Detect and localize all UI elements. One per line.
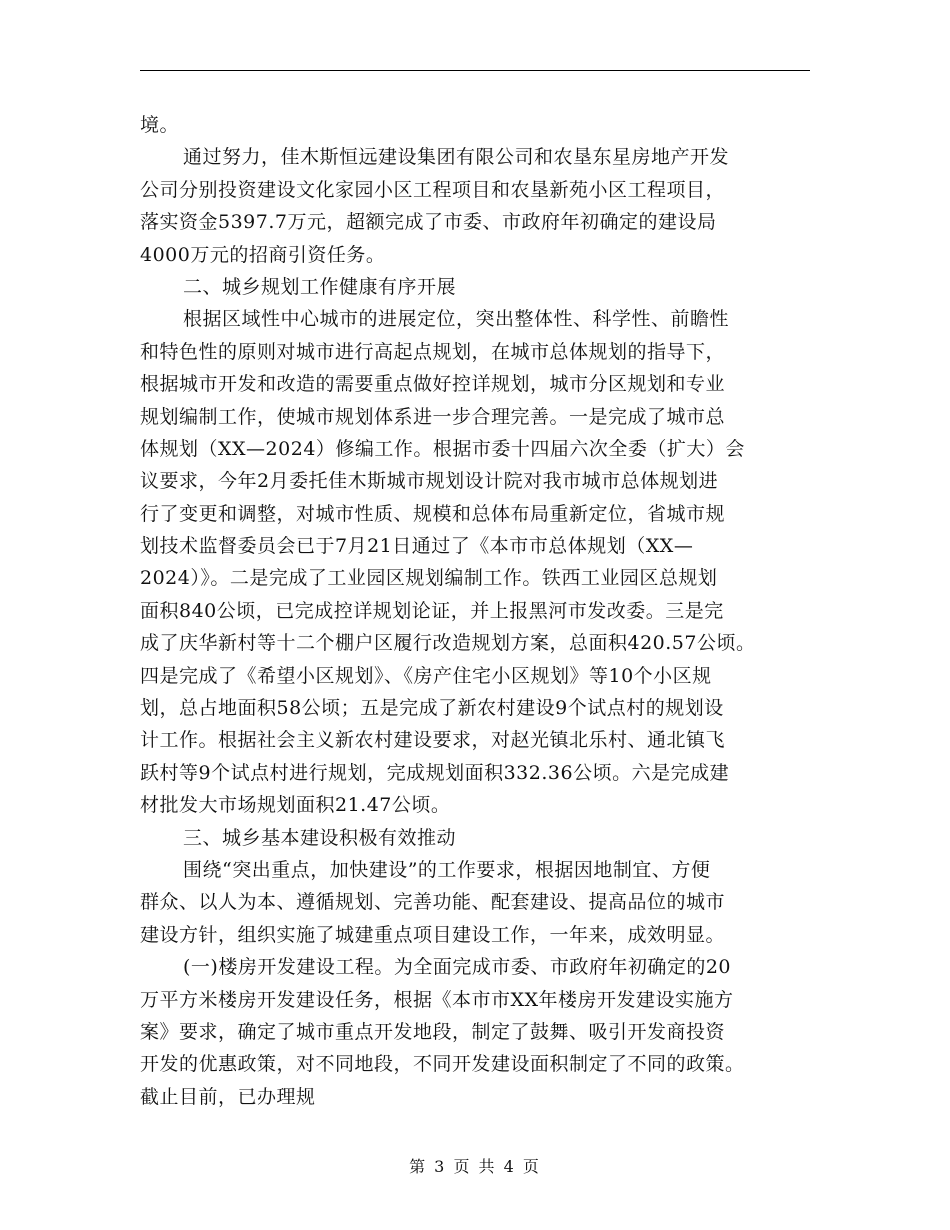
text-line: 群众、以人为本、遵循规划、完善功能、配套建设、提高品位的城市 (140, 891, 726, 914)
page-footer: 第 3 页 共 4 页 (409, 1157, 541, 1176)
text-line: 二、城乡规划工作健康有序开展 (183, 275, 457, 298)
text-line: 2024）》。二是完成了工业园区规划编制工作。铁西工业园区总规划 (140, 567, 718, 590)
text-line: 根据区域性中心城市的进展定位，突出整体性、科学性、前瞻性 (183, 308, 730, 331)
text-line: 截止目前，已办理规 (140, 1085, 316, 1108)
text-line: 围绕“突出重点，加快建设”的工作要求，根据因地制宜、方便 (183, 858, 711, 881)
text-line: 成了庆华新村等十二个棚户区履行改造规划方案，总面积420.57公顷。 (140, 632, 756, 655)
text-line: 计工作。根据社会主义新农村建设要求，对赵光镇北乐村、通北镇飞 (140, 729, 726, 752)
text-line: 和特色性的原则对城市进行高起点规划，在城市总体规划的指导下， (140, 340, 726, 363)
text-line: 跃村等9个试点村进行规划，完成规划面积332.36公顷。六是完成建 (140, 761, 730, 784)
text-line: 三、城乡基本建设积极有效推动 (183, 826, 457, 849)
text-line: 建设方针，组织实施了城建重点项目建设工作，一年来，成效明显。 (140, 923, 726, 946)
header-rule (140, 70, 810, 71)
body-text (140, 109, 812, 1113)
text-line: 规划编制工作，使城市规划体系进一步合理完善。一是完成了城市总 (140, 405, 726, 428)
text-line: 体规划（XX—2024）修编工作。根据市委十四届六次全委（扩大）会 (140, 437, 745, 460)
text-line: 划，总占地面积58公顷；五是完成了新农村建设9个试点村的规划设 (140, 697, 724, 720)
text-line: 4000万元的招商引资任务。 (140, 243, 386, 266)
text-line: 议要求，今年2月委托佳木斯城市规划设计院对我市城市总体规划进 (140, 470, 719, 493)
text-line: 四是完成了《希望小区规划》、《房产住宅小区规划》等10个小区规 (140, 664, 712, 687)
text-line: 落实资金5397.7万元，超额完成了市委、市政府年初确定的建设局 (140, 211, 717, 234)
text-line: 行了变更和调整，对城市性质、规模和总体布局重新定位，省城市规 (140, 502, 726, 525)
text-line: 万平方米楼房开发建设任务，根据《本市市XX年楼房开发建设实施方 (140, 988, 734, 1011)
text-line: 面积840公顷，已完成控详规划论证，并上报黑河市发改委。三是完 (140, 599, 724, 622)
text-line: 材批发大市场规划面积21.47公顷。 (140, 794, 451, 817)
text-line: (一)楼房开发建设工程。为全面完成市委、市政府年初确定的20 (183, 956, 732, 979)
text-line: 开发的优惠政策，对不同地段，不同开发建设面积制定了不同的政策。 (140, 1053, 745, 1076)
text-line: 根据城市开发和改造的需要重点做好控详规划，城市分区规划和专业 (140, 373, 726, 396)
text-line: 公司分别投资建设文化家园小区工程项目和农垦新苑小区工程项目， (140, 178, 726, 201)
text-line: 案》要求，确定了城市重点开发地段，制定了鼓舞、吸引开发商投资 (140, 1020, 726, 1043)
text-line: 划技术监督委员会已于7月21日通过了《本市市总体规划（XX— (140, 535, 694, 558)
text-line: 通过努力，佳木斯恒远建设集团有限公司和农垦东星房地产开发 (183, 146, 730, 169)
text-line: 境。 (140, 114, 180, 136)
